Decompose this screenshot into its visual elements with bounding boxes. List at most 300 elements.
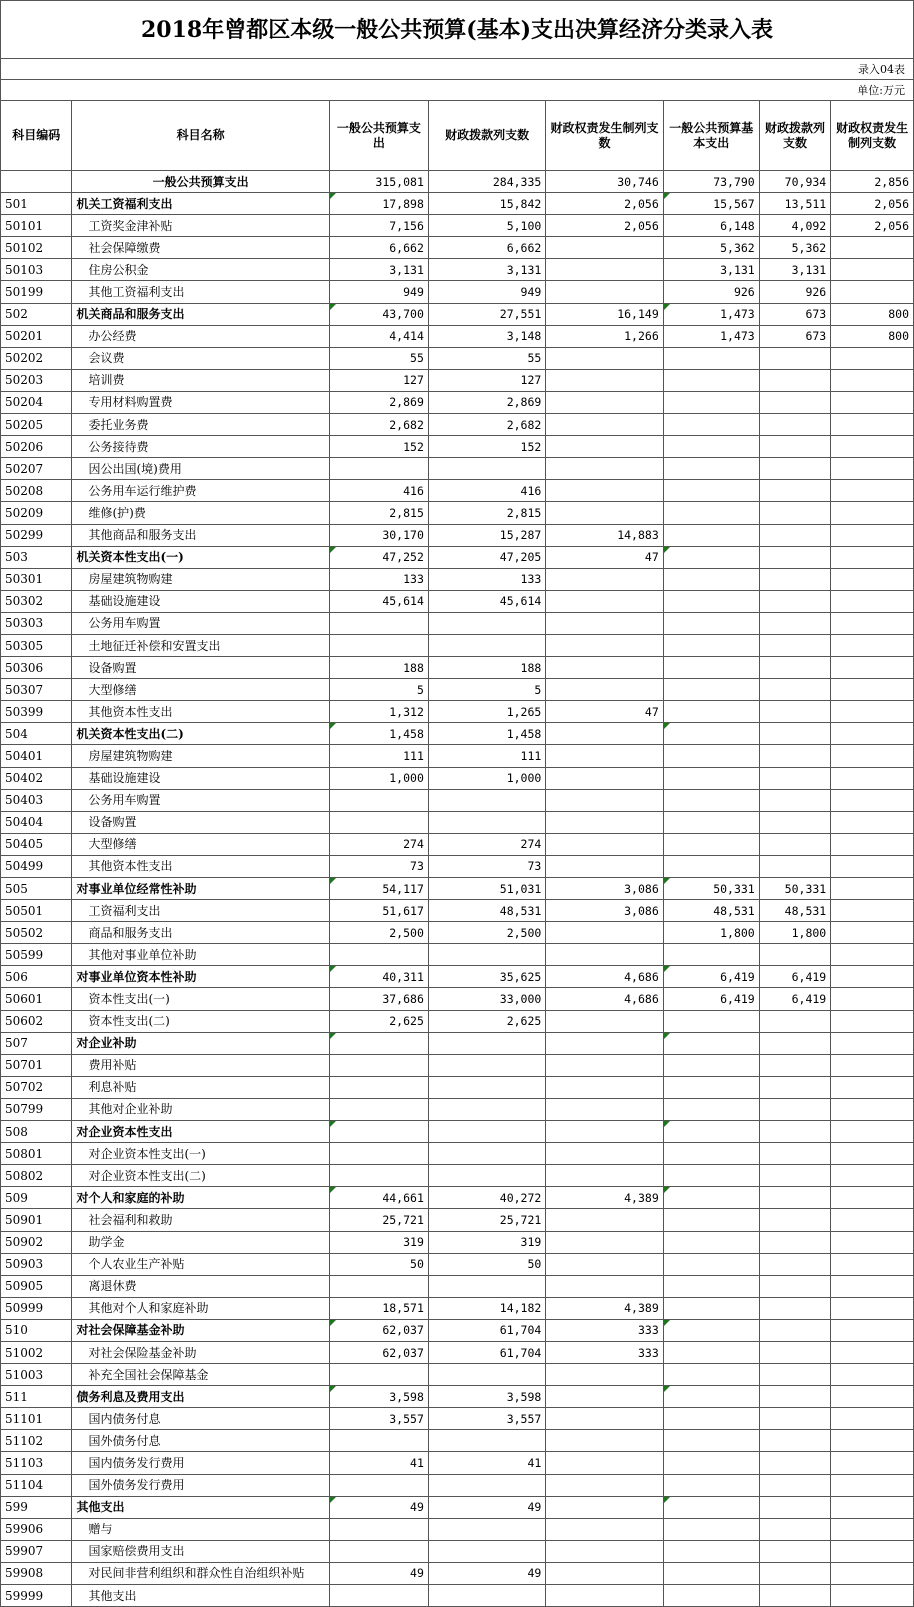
- row-value-col-2: 33,000: [428, 988, 545, 1010]
- row-value-col-6: [831, 1562, 914, 1584]
- row-value-col-6: [831, 259, 914, 281]
- row-name: 基础设施建设: [72, 767, 329, 789]
- row-value-col-6: [831, 568, 914, 590]
- row-value-col-6: [831, 1518, 914, 1540]
- row-value-col-4: 48,531: [663, 900, 759, 922]
- row-value-col-5: [759, 1231, 830, 1253]
- col-header-basic-fiscal-allocation: 财政拨款列支数: [759, 101, 830, 171]
- row-code: 50207: [1, 458, 72, 480]
- table-row: [1, 193, 914, 215]
- table-row: [1, 1452, 914, 1474]
- row-value-col-1: [329, 1364, 428, 1386]
- row-code: 50502: [1, 922, 72, 944]
- row-value-col-4: [663, 502, 759, 524]
- row-value-col-2: 73: [428, 855, 545, 877]
- row-value-col-2: 319: [428, 1231, 545, 1253]
- row-value-col-3: [546, 679, 663, 701]
- table-row: [1, 1474, 914, 1496]
- row-value-col-5: [759, 1585, 830, 1607]
- row-value-col-6: [831, 1408, 914, 1430]
- row-value-col-5: [759, 1562, 830, 1584]
- row-value-col-4: [663, 1319, 759, 1341]
- row-name: 机关工资福利支出: [72, 193, 329, 215]
- row-value-col-2: 2,500: [428, 922, 545, 944]
- row-name: 对企业补助: [72, 1032, 329, 1054]
- row-value-col-1: [329, 1032, 428, 1054]
- row-value-col-1: 188: [329, 657, 428, 679]
- table-row: [1, 1540, 914, 1562]
- row-code: 50204: [1, 391, 72, 413]
- row-name: 办公经费: [72, 325, 329, 347]
- row-value-col-4: 1,473: [663, 325, 759, 347]
- row-code: 50102: [1, 237, 72, 259]
- row-value-col-1: 51,617: [329, 900, 428, 922]
- row-value-col-2: [428, 1076, 545, 1098]
- row-value-col-3: 2,056: [546, 193, 663, 215]
- row-value-col-2: [428, 458, 545, 480]
- row-value-col-5: [759, 612, 830, 634]
- row-code: 50306: [1, 657, 72, 679]
- row-value-col-2: 5,100: [428, 215, 545, 237]
- row-value-col-2: 1,265: [428, 701, 545, 723]
- row-value-col-5: [759, 1098, 830, 1120]
- row-value-col-3: [546, 1585, 663, 1607]
- row-name: 机关商品和服务支出: [72, 303, 329, 325]
- row-value-col-3: [546, 502, 663, 524]
- row-value-col-6: [831, 436, 914, 458]
- row-code: 50602: [1, 1010, 72, 1032]
- row-value-col-6: [831, 1319, 914, 1341]
- row-value-col-2: [428, 1364, 545, 1386]
- row-value-col-2: 48,531: [428, 900, 545, 922]
- row-value-col-2: [428, 1275, 545, 1297]
- row-name: 其他商品和服务支出: [72, 524, 329, 546]
- row-value-col-1: 3,131: [329, 259, 428, 281]
- row-value-col-4: [663, 1143, 759, 1165]
- row-value-col-5: [759, 855, 830, 877]
- row-value-col-5: [759, 1209, 830, 1231]
- row-value-col-5: [759, 524, 830, 546]
- row-value-col-2: 41: [428, 1452, 545, 1474]
- row-value-col-5: 673: [759, 303, 830, 325]
- row-value-col-4: [663, 612, 759, 634]
- row-value-col-4: [663, 458, 759, 480]
- row-value-col-5: [759, 458, 830, 480]
- row-value-col-1: [329, 1165, 428, 1187]
- row-value-col-6: [831, 1430, 914, 1452]
- row-value-col-3: [546, 833, 663, 855]
- row-name: 对社会保险基金补助: [72, 1341, 329, 1363]
- row-value-col-3: [546, 723, 663, 745]
- row-value-col-4: [663, 568, 759, 590]
- row-value-col-2: [428, 1121, 545, 1143]
- report-title: 2018年曾都区本级一般公共预算(基本)支出决算经济分类录入表: [0, 0, 914, 58]
- row-code: 51002: [1, 1341, 72, 1363]
- row-value-col-5: 50,331: [759, 878, 830, 900]
- row-name: 对社会保障基金补助: [72, 1319, 329, 1341]
- row-value-col-2: 188: [428, 657, 545, 679]
- table-row: [1, 1430, 914, 1452]
- table-row: [1, 568, 914, 590]
- row-value-col-1: [329, 612, 428, 634]
- row-value-col-3: [546, 568, 663, 590]
- row-value-col-5: [759, 723, 830, 745]
- row-value-col-5: 1,800: [759, 922, 830, 944]
- row-value-col-5: [759, 1319, 830, 1341]
- row-name: 大型修缮: [72, 833, 329, 855]
- row-value-col-1: 315,081: [329, 171, 428, 193]
- row-name: 对企业资本性支出(一): [72, 1143, 329, 1165]
- row-name: 工资福利支出: [72, 900, 329, 922]
- row-code: 51102: [1, 1430, 72, 1452]
- row-value-col-1: 41: [329, 1452, 428, 1474]
- row-value-col-1: 111: [329, 745, 428, 767]
- row-value-col-5: [759, 369, 830, 391]
- row-value-col-5: [759, 1121, 830, 1143]
- row-value-col-6: 2,056: [831, 215, 914, 237]
- table-row: [1, 281, 914, 303]
- row-value-col-4: [663, 1386, 759, 1408]
- row-value-col-4: [663, 1452, 759, 1474]
- row-value-col-2: 2,869: [428, 391, 545, 413]
- table-row: [1, 502, 914, 524]
- row-value-col-5: [759, 414, 830, 436]
- row-code: 50499: [1, 855, 72, 877]
- table-row: [1, 1143, 914, 1165]
- row-value-col-6: [831, 1121, 914, 1143]
- row-value-col-6: [831, 789, 914, 811]
- table-row: [1, 347, 914, 369]
- table-row: [1, 1098, 914, 1120]
- row-code: 50399: [1, 701, 72, 723]
- row-value-col-1: [329, 789, 428, 811]
- row-value-col-3: [546, 612, 663, 634]
- row-value-col-4: 6,148: [663, 215, 759, 237]
- row-value-col-3: [546, 1540, 663, 1562]
- row-code: 50902: [1, 1231, 72, 1253]
- row-value-col-1: 1,458: [329, 723, 428, 745]
- table-row: [1, 745, 914, 767]
- row-value-col-2: 3,131: [428, 259, 545, 281]
- row-name: 对民间非营利组织和群众性自治组织补贴: [72, 1562, 329, 1584]
- row-value-col-5: [759, 701, 830, 723]
- row-value-col-6: 800: [831, 325, 914, 347]
- table-row: [1, 1275, 914, 1297]
- row-value-col-1: 73: [329, 855, 428, 877]
- table-row: [1, 944, 914, 966]
- row-name: 公务接待费: [72, 436, 329, 458]
- row-value-col-3: 4,389: [546, 1187, 663, 1209]
- row-name: 住房公积金: [72, 259, 329, 281]
- row-value-col-3: [546, 1165, 663, 1187]
- table-row: [1, 701, 914, 723]
- unit-label: 单位:万元: [0, 79, 914, 100]
- row-value-col-5: [759, 1540, 830, 1562]
- row-code: 50208: [1, 480, 72, 502]
- row-code: 59999: [1, 1585, 72, 1607]
- row-value-col-5: [759, 634, 830, 656]
- row-name: 费用补贴: [72, 1054, 329, 1076]
- row-value-col-4: 50,331: [663, 878, 759, 900]
- row-value-col-2: [428, 1054, 545, 1076]
- row-value-col-1: 49: [329, 1562, 428, 1584]
- row-name: 国外债务付息: [72, 1430, 329, 1452]
- row-value-col-3: [546, 414, 663, 436]
- row-value-col-4: [663, 1518, 759, 1540]
- row-name: 赠与: [72, 1518, 329, 1540]
- row-name: 对事业单位资本性补助: [72, 966, 329, 988]
- row-value-col-4: 1,800: [663, 922, 759, 944]
- row-value-col-2: [428, 1165, 545, 1187]
- row-code: [1, 171, 72, 193]
- row-code: 50601: [1, 988, 72, 1010]
- table-row: [1, 1032, 914, 1054]
- row-value-col-2: 47,205: [428, 546, 545, 568]
- row-code: 51101: [1, 1408, 72, 1430]
- table-row: [1, 833, 914, 855]
- row-value-col-5: [759, 590, 830, 612]
- row-value-col-6: [831, 281, 914, 303]
- row-value-col-1: [329, 1518, 428, 1540]
- row-value-col-2: 49: [428, 1496, 545, 1518]
- row-value-col-6: [831, 701, 914, 723]
- row-value-col-5: [759, 767, 830, 789]
- row-name: 设备购置: [72, 811, 329, 833]
- row-value-col-6: [831, 1187, 914, 1209]
- row-code: 501: [1, 193, 72, 215]
- row-code: 59907: [1, 1540, 72, 1562]
- table-row: [1, 369, 914, 391]
- row-code: 508: [1, 1121, 72, 1143]
- row-value-col-2: 2,682: [428, 414, 545, 436]
- row-name: 因公出国(境)费用: [72, 458, 329, 480]
- row-value-col-4: [663, 1540, 759, 1562]
- row-value-col-3: [546, 1386, 663, 1408]
- row-code: 50201: [1, 325, 72, 347]
- row-value-col-2: 1,458: [428, 723, 545, 745]
- row-value-col-3: [546, 1474, 663, 1496]
- row-value-col-2: 35,625: [428, 966, 545, 988]
- row-value-col-4: [663, 657, 759, 679]
- row-name: 房屋建筑物购建: [72, 745, 329, 767]
- row-name: 资本性支出(一): [72, 988, 329, 1010]
- row-value-col-6: [831, 1297, 914, 1319]
- row-code: 50405: [1, 833, 72, 855]
- row-name: 公务用车运行维护费: [72, 480, 329, 502]
- row-value-col-6: [831, 1386, 914, 1408]
- row-value-col-6: [831, 922, 914, 944]
- row-value-col-4: [663, 1165, 759, 1187]
- row-value-col-6: [831, 458, 914, 480]
- row-value-col-3: [546, 1364, 663, 1386]
- row-value-col-5: [759, 679, 830, 701]
- row-value-col-6: [831, 1496, 914, 1518]
- row-value-col-1: 49: [329, 1496, 428, 1518]
- table-row: [1, 590, 914, 612]
- row-value-col-3: 1,266: [546, 325, 663, 347]
- table-row: [1, 1253, 914, 1275]
- row-name: 国内债务发行费用: [72, 1452, 329, 1474]
- row-value-col-3: [546, 1076, 663, 1098]
- table-row: [1, 259, 914, 281]
- table-row: [1, 612, 914, 634]
- row-value-col-4: [663, 1430, 759, 1452]
- row-value-col-5: [759, 347, 830, 369]
- row-code: 50199: [1, 281, 72, 303]
- row-value-col-6: [831, 1032, 914, 1054]
- row-value-col-1: 949: [329, 281, 428, 303]
- row-code: 50299: [1, 524, 72, 546]
- table-row: [1, 789, 914, 811]
- row-name: 专用材料购置费: [72, 391, 329, 413]
- row-value-col-2: [428, 1474, 545, 1496]
- row-value-col-2: 50: [428, 1253, 545, 1275]
- row-value-col-4: [663, 944, 759, 966]
- row-code: 50901: [1, 1209, 72, 1231]
- row-value-col-6: 2,856: [831, 171, 914, 193]
- row-value-col-5: 926: [759, 281, 830, 303]
- row-code: 510: [1, 1319, 72, 1341]
- row-value-col-4: [663, 634, 759, 656]
- row-value-col-2: 133: [428, 568, 545, 590]
- row-value-col-6: [831, 944, 914, 966]
- row-value-col-6: [831, 347, 914, 369]
- row-value-col-5: [759, 1032, 830, 1054]
- row-name: 助学金: [72, 1231, 329, 1253]
- row-value-col-5: [759, 1187, 830, 1209]
- row-value-col-3: [546, 590, 663, 612]
- row-value-col-1: 62,037: [329, 1341, 428, 1363]
- row-value-col-3: [546, 1518, 663, 1540]
- row-value-col-1: 3,598: [329, 1386, 428, 1408]
- row-value-col-2: 5: [428, 679, 545, 701]
- row-name: 对企业资本性支出: [72, 1121, 329, 1143]
- row-value-col-4: 6,419: [663, 988, 759, 1010]
- row-name: 其他对企业补助: [72, 1098, 329, 1120]
- row-value-col-5: [759, 1341, 830, 1363]
- row-value-col-6: [831, 900, 914, 922]
- row-value-col-6: [831, 1165, 914, 1187]
- row-value-col-4: [663, 723, 759, 745]
- row-value-col-4: [663, 833, 759, 855]
- row-name: 对个人和家庭的补助: [72, 1187, 329, 1209]
- row-value-col-2: 25,721: [428, 1209, 545, 1231]
- row-value-col-5: 3,131: [759, 259, 830, 281]
- row-value-col-5: 13,511: [759, 193, 830, 215]
- row-value-col-3: 14,883: [546, 524, 663, 546]
- row-code: 50206: [1, 436, 72, 458]
- row-value-col-1: 2,815: [329, 502, 428, 524]
- row-value-col-1: 152: [329, 436, 428, 458]
- row-value-col-1: 54,117: [329, 878, 428, 900]
- row-value-col-2: 27,551: [428, 303, 545, 325]
- row-value-col-1: 319: [329, 1231, 428, 1253]
- row-code: 50999: [1, 1297, 72, 1319]
- table-row: [1, 855, 914, 877]
- row-value-col-1: 5: [329, 679, 428, 701]
- row-value-col-1: [329, 634, 428, 656]
- row-name: 机关资本性支出(二): [72, 723, 329, 745]
- row-value-col-5: [759, 391, 830, 413]
- row-name: 社会保障缴费: [72, 237, 329, 259]
- row-value-col-2: 3,148: [428, 325, 545, 347]
- row-value-col-6: [831, 679, 914, 701]
- row-value-col-5: [759, 1010, 830, 1032]
- row-value-col-5: [759, 657, 830, 679]
- row-value-col-1: [329, 1054, 428, 1076]
- row-value-col-3: 4,686: [546, 966, 663, 988]
- row-value-col-5: [759, 1474, 830, 1496]
- row-value-col-4: [663, 1187, 759, 1209]
- row-value-col-5: 4,092: [759, 215, 830, 237]
- row-code: 50903: [1, 1253, 72, 1275]
- row-value-col-3: [546, 281, 663, 303]
- row-value-col-2: 111: [428, 745, 545, 767]
- row-value-col-6: [831, 1585, 914, 1607]
- row-name: 设备购置: [72, 657, 329, 679]
- row-value-col-6: [831, 855, 914, 877]
- table-row: [1, 303, 914, 325]
- row-value-col-3: 3,086: [546, 878, 663, 900]
- row-value-col-5: [759, 833, 830, 855]
- row-value-col-4: [663, 1010, 759, 1032]
- row-value-col-3: [546, 1253, 663, 1275]
- row-code: 50905: [1, 1275, 72, 1297]
- row-value-col-5: 6,419: [759, 966, 830, 988]
- row-value-col-6: [831, 723, 914, 745]
- row-code: 503: [1, 546, 72, 568]
- table-row: [1, 237, 914, 259]
- row-value-col-5: [759, 1496, 830, 1518]
- row-value-col-5: [759, 745, 830, 767]
- row-value-col-1: 55: [329, 347, 428, 369]
- row-value-col-2: 45,614: [428, 590, 545, 612]
- row-value-col-2: [428, 1540, 545, 1562]
- table-row: [1, 922, 914, 944]
- row-value-col-5: [759, 1253, 830, 1275]
- row-value-col-6: [831, 878, 914, 900]
- row-value-col-3: [546, 1496, 663, 1518]
- row-name: 工资奖金津补贴: [72, 215, 329, 237]
- table-row: [1, 1341, 914, 1363]
- row-value-col-1: 30,170: [329, 524, 428, 546]
- row-value-col-4: [663, 1364, 759, 1386]
- row-value-col-6: [831, 369, 914, 391]
- row-code: 507: [1, 1032, 72, 1054]
- row-value-col-3: 2,056: [546, 215, 663, 237]
- row-value-col-6: [831, 612, 914, 634]
- row-value-col-1: 37,686: [329, 988, 428, 1010]
- row-value-col-3: [546, 1143, 663, 1165]
- row-value-col-2: 1,000: [428, 767, 545, 789]
- row-value-col-3: [546, 391, 663, 413]
- row-value-col-3: 4,389: [546, 1297, 663, 1319]
- header-row: [1, 101, 914, 171]
- row-value-col-1: 3,557: [329, 1408, 428, 1430]
- row-value-col-5: [759, 1386, 830, 1408]
- row-value-col-2: [428, 1143, 545, 1165]
- row-name: 对事业单位经常性补助: [72, 878, 329, 900]
- row-value-col-1: 416: [329, 480, 428, 502]
- col-header-code: 科目编码: [1, 101, 72, 171]
- row-code: 51003: [1, 1364, 72, 1386]
- row-value-col-6: [831, 1076, 914, 1098]
- table-row: [1, 1585, 914, 1607]
- col-header-name: 科目名称: [72, 101, 329, 171]
- row-value-col-6: [831, 657, 914, 679]
- row-value-col-5: [759, 436, 830, 458]
- row-code: 50702: [1, 1076, 72, 1098]
